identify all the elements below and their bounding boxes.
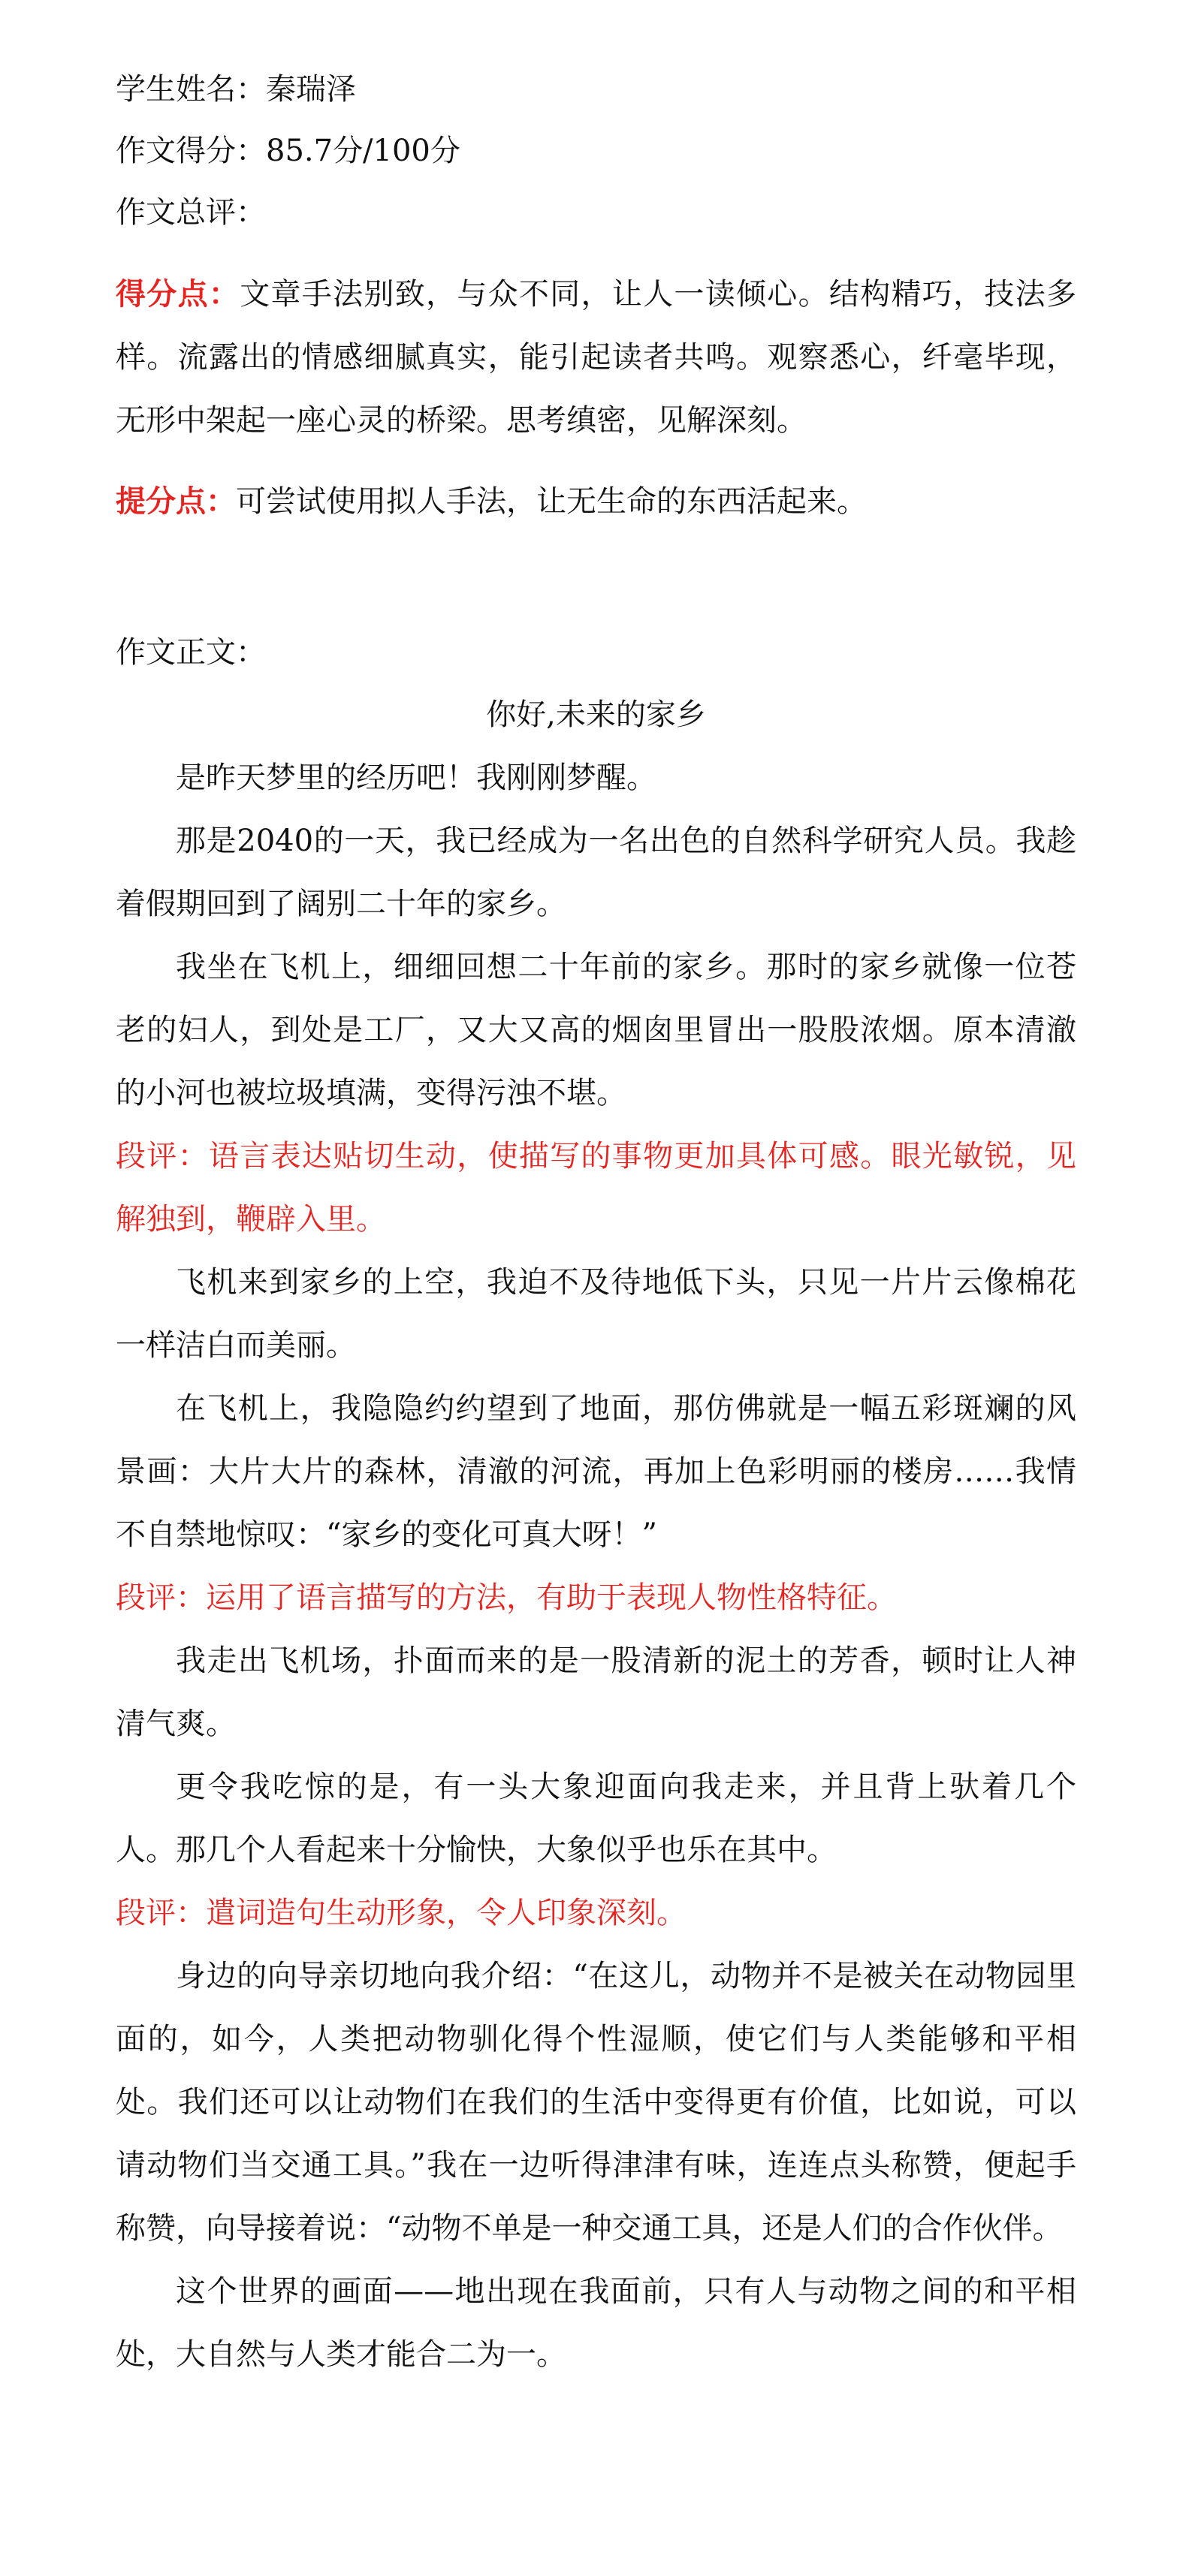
essay-paragraph: 我走出飞机场，扑面而来的是一股清新的泥土的芳香，顿时让人神清气爽。 xyxy=(116,1644,1076,1741)
essay-body xyxy=(116,746,1076,2386)
score-points xyxy=(116,263,1076,452)
score-points-label: 得分点： xyxy=(116,276,240,312)
summary-label: 作文总评： xyxy=(116,195,266,230)
document-page xyxy=(0,59,1192,2576)
essay-paragraph: 这个世界的画面——地出现在我面前，只有人与动物之间的和平相处，大自然与人类才能合二为一。 xyxy=(116,2274,1076,2372)
score-value: 85.7分/100分 xyxy=(266,134,460,168)
essay-paragraph: 那是2040的一天，我已经成为一名出色的自然科学研究人员。我趁着假期回到了阔别二十年的家乡。 xyxy=(116,824,1076,921)
score-line xyxy=(116,120,1076,182)
paragraph-comment: 段评：遣词造句生动形象，令人印象深刻。 xyxy=(116,1896,687,1930)
improve-points xyxy=(116,470,1076,533)
student-name-line xyxy=(116,59,1076,120)
paragraph-comment: 段评：运用了语言描写的方法，有助于表现人物性格特征。 xyxy=(116,1580,897,1615)
score-points-text: 文章手法别致，与众不同，让人一读倾心。结构精巧，技法多样。流露出的情感细腻真实，能引起读者共鸣。观察悉心，纤毫毕现，无形中架起一座心灵的桥梁。思考缜密，见解深刻。 xyxy=(116,277,1077,438)
essay-title: 你好,未来的家乡 xyxy=(486,697,706,732)
score-label: 作文得分： xyxy=(116,134,266,168)
essay-body-label: 作文正文： xyxy=(116,635,266,670)
essay-paragraph: 在飞机上，我隐隐约约望到了地面，那仿佛就是一幅五彩斑斓的风景画：大片大片的森林，清澈的河流，再加上色彩明丽的楼房……我情不自禁地惊叹：“家乡的变化可真大呀！” xyxy=(116,1391,1076,1552)
improve-points-label: 提分点： xyxy=(116,484,236,519)
essay-body-heading xyxy=(116,622,1076,683)
essay-paragraph: 身边的向导亲切地向我介绍：“在这儿，动物并不是被关在动物园里面的，如今，人类把动物驯化得个性湿顺，使它们与人类能够和平相处。我们还可以让动物们在我们的生活中变得更有价值，比如说，可以请动物们当交通工具。”我在一边听得津津有味，连连点头称赞，便起手称赞，向导接着说：“动物不单是一种交通工具，还是人们的合作伙伴。 xyxy=(116,1959,1076,2246)
student-name-label: 学生姓名： xyxy=(116,72,266,107)
essay-paragraph: 我坐在飞机上，细细回想二十年前的家乡。那时的家乡就像一位苍老的妇人，到处是工厂，又大又高的烟囱里冒出一股股浓烟。原本清澈的小河也被垃圾填满，变得污浊不堪。 xyxy=(116,950,1076,1110)
improve-points-text: 可尝试使用拟人手法，让无生命的东西活起来。 xyxy=(236,484,867,519)
student-name: 秦瑞泽 xyxy=(266,72,356,107)
summary-heading xyxy=(116,182,1076,243)
essay-paragraph: 更令我吃惊的是，有一头大象迎面向我走来，并且背上驮着几个人。那几个人看起来十分愉快，大象似乎也乐在其中。 xyxy=(116,1770,1076,1867)
essay-paragraph: 飞机来到家乡的上空，我迫不及待地低下头，只见一片片云像棉花一样洁白而美丽。 xyxy=(116,1265,1076,1363)
essay-paragraph: 是昨天梦里的经历吧！我刚刚梦醒。 xyxy=(176,761,656,795)
paragraph-comment: 段评：语言表达贴切生动，使描写的事物更加具体可感。眼光敏锐，见解独到，鞭辟入里。 xyxy=(116,1139,1076,1237)
